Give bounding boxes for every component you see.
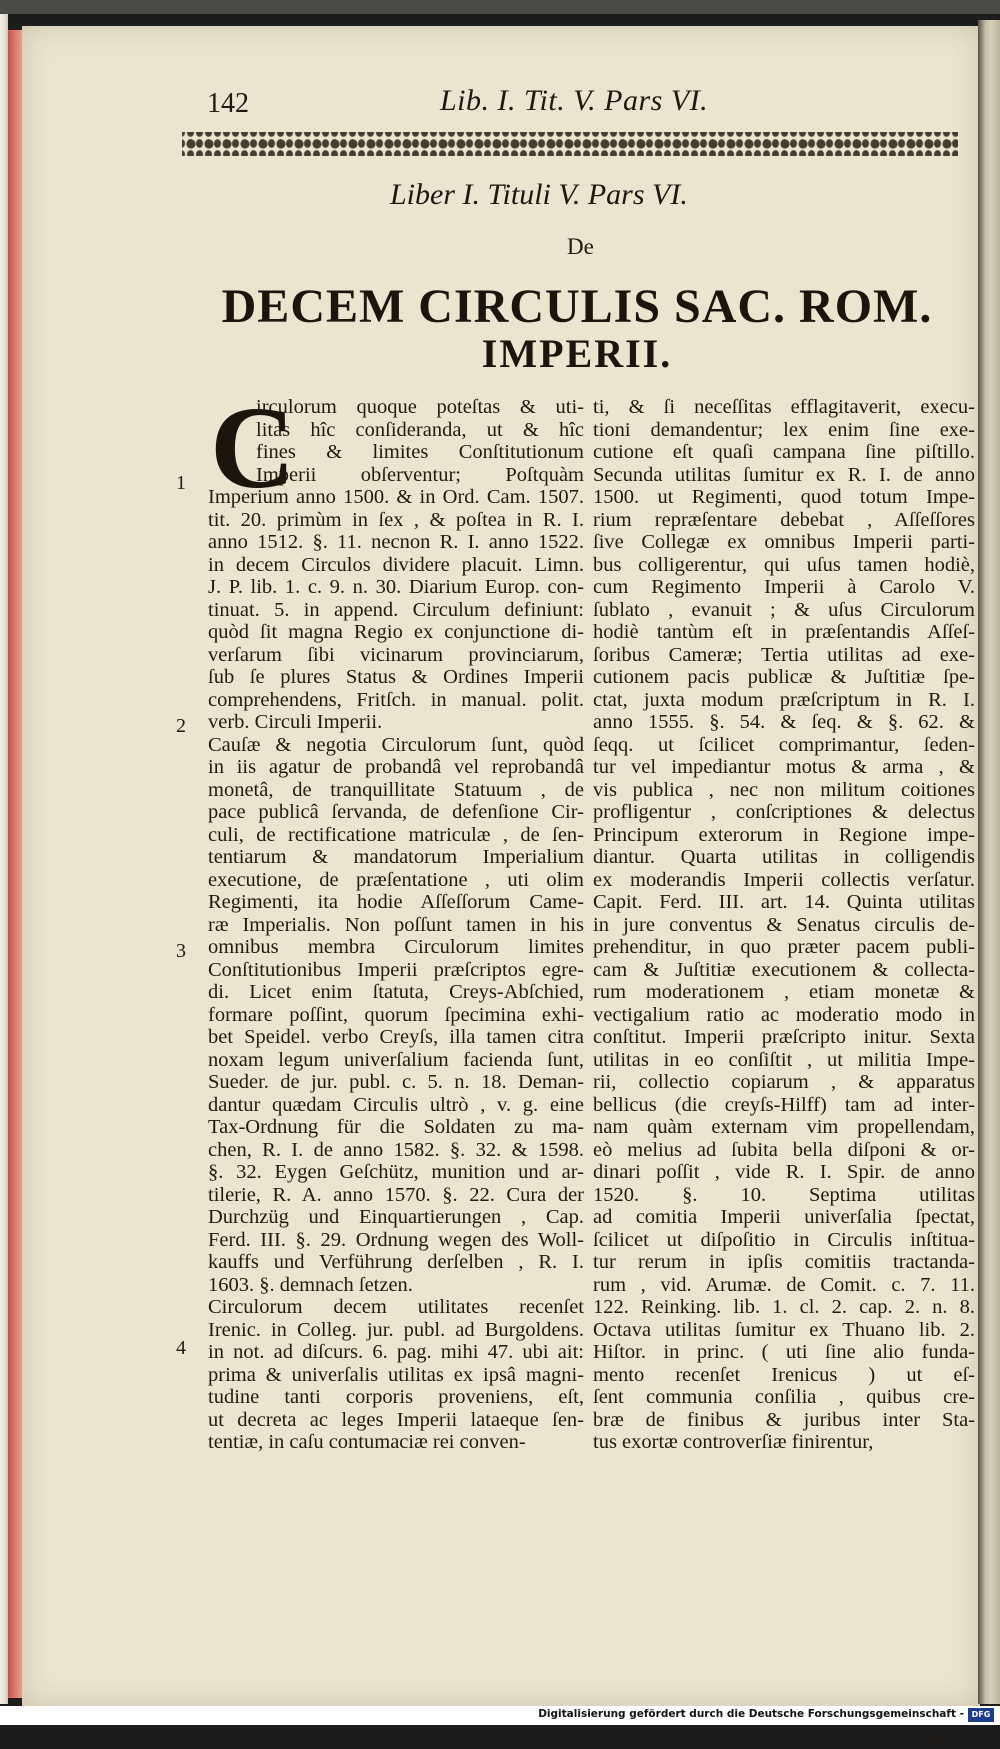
text-line: ti, & ſi neceſſitas efflagitaverit, execu- bbox=[593, 396, 975, 418]
text-line: hodiè tantùm eſt in præſentandis Aſſeſ- bbox=[593, 621, 975, 643]
text-line: formare poſſint, quorum ſpecimina exhi- bbox=[208, 1003, 584, 1026]
text-line: in jure conventus & Senatus circulis de- bbox=[593, 913, 975, 936]
text-line: tus exortæ controverſiæ finirentur, bbox=[593, 1431, 874, 1453]
text-line: comprehendens, Fritſch. in manual. polit. bbox=[208, 688, 584, 711]
text-line: vis publica , nec non militum coitiones bbox=[593, 778, 975, 801]
catchword: Ger- bbox=[921, 1726, 959, 1748]
text-line: J. P. lib. 1. c. 9. n. 30. Diarium Europ. con- bbox=[208, 576, 584, 598]
footer-bar bbox=[0, 1706, 1000, 1725]
text-line: verſarum ſibi vicinarum provinciarum, bbox=[208, 643, 584, 666]
text-line: dantur quædam Circulis ultrò , v. g. eine bbox=[208, 1093, 584, 1116]
text-line: Hiſtor. in princ. ( uti ſine alio funda- bbox=[593, 1341, 975, 1363]
text-line: prima & univerſalis utilitas ex ipsâ magni- bbox=[208, 1363, 584, 1386]
text-line: Ferd. III. §. 29. Ordnung wegen des Woll- bbox=[208, 1228, 584, 1251]
text-line: bet Speidel. verbo Creyſs, illa tamen citra bbox=[208, 1026, 584, 1048]
running-head bbox=[22, 84, 980, 128]
text-line: ſcilicet ut diſpoſitio in Circulis inſtitua- bbox=[593, 1228, 975, 1251]
main-title: DECEM CIRCULIS SAC. ROM. bbox=[221, 280, 933, 333]
text-line: in iis agatur de probandâ vel reprobandâ bbox=[208, 756, 584, 778]
right-text-column bbox=[593, 396, 975, 1454]
text-line: rum , vid. Arumæ. de Comit. c. 7. 11. bbox=[593, 1273, 975, 1296]
text-line: tioni demandentur; lex enim ſine exe- bbox=[593, 418, 975, 441]
text-line: §. 32. Eygen Geſchütz, munition und ar- bbox=[208, 1161, 584, 1183]
text-line: culi, de rectificatione matriculæ , de ſen- bbox=[208, 823, 584, 846]
text-line: Octava utilitas ſumitur ex Thuano lib. 2. bbox=[593, 1318, 975, 1341]
text-line: verb. Circuli Imperii. bbox=[208, 711, 383, 733]
text-line: anno 1512. §. 11. necnon R. I. anno 1522. bbox=[208, 531, 584, 553]
text-line: prehenditur, in quo præter pacem publi- bbox=[593, 936, 975, 958]
text-line: di. Licet enim ſtatuta, Creys-Abſchied, bbox=[208, 981, 584, 1003]
text-line: Circulorum decem utilitates recenſet bbox=[208, 1296, 584, 1318]
text-line: quòd ſit magna Regio ex conjunctione di- bbox=[208, 621, 584, 643]
viewer-top-bar bbox=[0, 0, 1000, 14]
text-line: irculorum quoque poteſtas & uti- bbox=[256, 396, 584, 418]
text-line: vectigalium ratio ac moderatio modo in bbox=[593, 1003, 975, 1026]
left-text-column bbox=[208, 382, 584, 1454]
text-line: cum Regimento Imperii à Carolo V. bbox=[593, 576, 975, 598]
text-line: tentiæ, in caſu contumaciæ rei conven- bbox=[208, 1431, 526, 1453]
text-line: tinuat. 5. in append. Circulum definiunt: bbox=[208, 598, 584, 621]
book-edge-right bbox=[978, 20, 1000, 1704]
text-line: kauffs und Verführung derſelben , R. I. bbox=[208, 1251, 584, 1273]
text-line: in not. ad diſcurs. 6. pag. mihi 47. ubi ait: bbox=[208, 1341, 584, 1363]
text-line: anno 1555. §. 54. & ſeq. & §. 62. & bbox=[593, 711, 975, 733]
main-title-line-2: IMPERII. bbox=[481, 331, 673, 376]
margin-number: 3 bbox=[176, 940, 186, 962]
drop-cap: C bbox=[210, 382, 296, 513]
text-line: ad comitia Imperii univerſalia ſpectat, bbox=[593, 1206, 975, 1228]
decorative-ornament-band bbox=[182, 132, 958, 156]
text-line: mento recenſet Irenicus ) ut eſ- bbox=[593, 1363, 975, 1386]
margin-number: 2 bbox=[176, 715, 186, 737]
text-line: ſent communia conſilia , quibus cre- bbox=[593, 1386, 975, 1408]
text-line: ex moderandis Imperii collectis verſatur. bbox=[593, 868, 975, 891]
text-line: ſive Collegæ ex omnibus Imperii parti- bbox=[593, 531, 975, 553]
text-line: ſeqq. ut ſcilicet comprimantur, ſeden- bbox=[593, 733, 975, 756]
text-line: ſoribus Cameræ; Tertia utilitas ad exe- bbox=[593, 643, 975, 666]
text-line: bræ de finibus & juribus inter Sta- bbox=[593, 1408, 975, 1431]
text-line: noxam legum univerſalium facienda ſunt, bbox=[208, 1048, 584, 1071]
text-line: 1603. §. demnach ſetzen. bbox=[208, 1273, 413, 1296]
text-line: bellicus (die creyſs-Hilff) tam ad inter- bbox=[593, 1093, 975, 1116]
text-line: utilitas in eo conſiſtit , ut militia Impe- bbox=[593, 1048, 975, 1071]
text-line: conſtitut. Imperii præſcripto initur. Sexta bbox=[593, 1026, 975, 1048]
text-line: chen, R. I. de anno 1582. §. 32. & 1598. bbox=[208, 1138, 584, 1161]
text-line: ræ Imperialis. Non poſſunt tamen in his bbox=[208, 913, 584, 936]
text-line: tentiarum & mandatorum Imperialium bbox=[208, 846, 584, 868]
text-line: Irenic. in Colleg. jur. publ. ad Burgoldens. bbox=[208, 1318, 584, 1341]
text-line: fines & limites Conſtitutionum bbox=[256, 441, 584, 463]
section-title: Liber I. Tituli V. Pars VI. bbox=[390, 178, 688, 211]
text-line: litas hîc conſideranda, ut & hîc bbox=[256, 418, 584, 441]
text-line: bus colligerentur, qui uſus tamen hodiè, bbox=[593, 553, 975, 576]
title-prefix: De bbox=[567, 234, 594, 259]
text-line: in decem Circulos dividere placuit. Limn. bbox=[208, 553, 584, 576]
text-line: Regimenti, ita hodie Aſſeſſorum Came- bbox=[208, 891, 584, 913]
margin-number: 1 bbox=[176, 472, 186, 494]
text-line: ut decreta ac leges Imperii lataeque ſen- bbox=[208, 1408, 584, 1431]
text-line: rium repræſentare debebat , Aſſeſſores bbox=[593, 508, 975, 531]
text-line: 122. Reinking. lib. 1. cl. 2. cap. 2. n. 8. bbox=[593, 1296, 975, 1318]
text-line: Tax-Ordnung für die Soldaten zu ma- bbox=[208, 1116, 584, 1138]
text-line: monetâ, de tranquillitate Statuum , de bbox=[208, 778, 584, 801]
text-line: omnibus membra Circulorum limites bbox=[208, 936, 584, 958]
text-line: dinari poſſit , vide R. I. Spir. de anno bbox=[593, 1161, 975, 1183]
text-line: tudine tanti corporis proveniens, eſt, bbox=[208, 1386, 584, 1408]
text-line: ſub ſe plures Status & Ordines Imperii bbox=[208, 666, 584, 688]
text-line: nam quàm externam vim propellendam, bbox=[593, 1116, 975, 1138]
text-line: ſublato , evanuit ; & uſus Circulorum bbox=[593, 598, 975, 621]
dfg-logo-icon: DFG bbox=[968, 1708, 994, 1722]
text-line: tilerie, R. A. anno 1570. §. 22. Cura der bbox=[208, 1183, 584, 1206]
text-line: Secunda utilitas ſumitur ex R. I. de anno bbox=[593, 463, 975, 486]
text-line: tur vel impediantur motus & arma , & bbox=[593, 756, 975, 778]
text-line: Imperii obſerventur; Poſtquàm bbox=[256, 463, 584, 486]
text-line: tur rerum in ipſis comitiis tractanda- bbox=[593, 1251, 975, 1273]
text-line: cam & Juſtitiæ executionem & collecta- bbox=[593, 958, 975, 981]
text-line: 1500. ut Regimenti, quod totum Impe- bbox=[593, 486, 975, 508]
text-line: 1520. §. 10. Septima utilitas bbox=[593, 1183, 975, 1206]
text-line: Imperium anno 1500. & in Ord. Cam. 1507. bbox=[208, 486, 584, 508]
book-edge-left bbox=[0, 14, 8, 1704]
text-line: rii, collectio copiarum , & apparatus bbox=[593, 1071, 975, 1093]
text-line: Capit. Ferd. III. art. 14. Quinta utilitas bbox=[593, 891, 975, 913]
text-line: tit. 20. primùm in ſex , & poſtea in R. I. bbox=[208, 508, 584, 531]
text-line: Sueder. de jur. publ. c. 5. n. 18. Deman- bbox=[208, 1071, 584, 1093]
text-line: Conſtitutionibus Imperii præſcriptos egre- bbox=[208, 958, 584, 981]
text-line: ctat, juxta modum præſcriptum in R. I. bbox=[593, 688, 975, 711]
running-title: Lib. I. Tit. V. Pars VI. bbox=[440, 84, 709, 117]
text-line: pace publicâ ſervanda, de defenſione Cir- bbox=[208, 801, 584, 823]
text-line: rum moderationem , etiam monetæ & bbox=[593, 981, 975, 1003]
page-number: 142 bbox=[207, 88, 249, 119]
text-line: executione, de præſentatione , uti olim bbox=[208, 868, 584, 891]
footer-credit: Digitalisierung gefördert durch die Deutsche Forschungsgemeinschaft - bbox=[538, 1708, 964, 1720]
text-line: cutione eſt quaſi campana ſine piſtillo. bbox=[593, 441, 975, 463]
text-line: eò melius ad ſubita bella diſponi & or- bbox=[593, 1138, 975, 1161]
text-line: Cauſæ & negotia Circulorum ſunt, quòd bbox=[208, 733, 584, 756]
text-line: Durchzüg und Einquartierungen , Cap. bbox=[208, 1206, 584, 1228]
text-line: profligentur , conſcriptiones & delectus bbox=[593, 801, 975, 823]
margin-number: 4 bbox=[176, 1337, 186, 1359]
text-line: diantur. Quarta utilitas in colligendis bbox=[593, 846, 975, 868]
text-line: Principum exterorum in Regione impe- bbox=[593, 823, 975, 846]
text-line: cutionem pacis publicæ & Juſtitiæ ſpe- bbox=[593, 666, 975, 688]
